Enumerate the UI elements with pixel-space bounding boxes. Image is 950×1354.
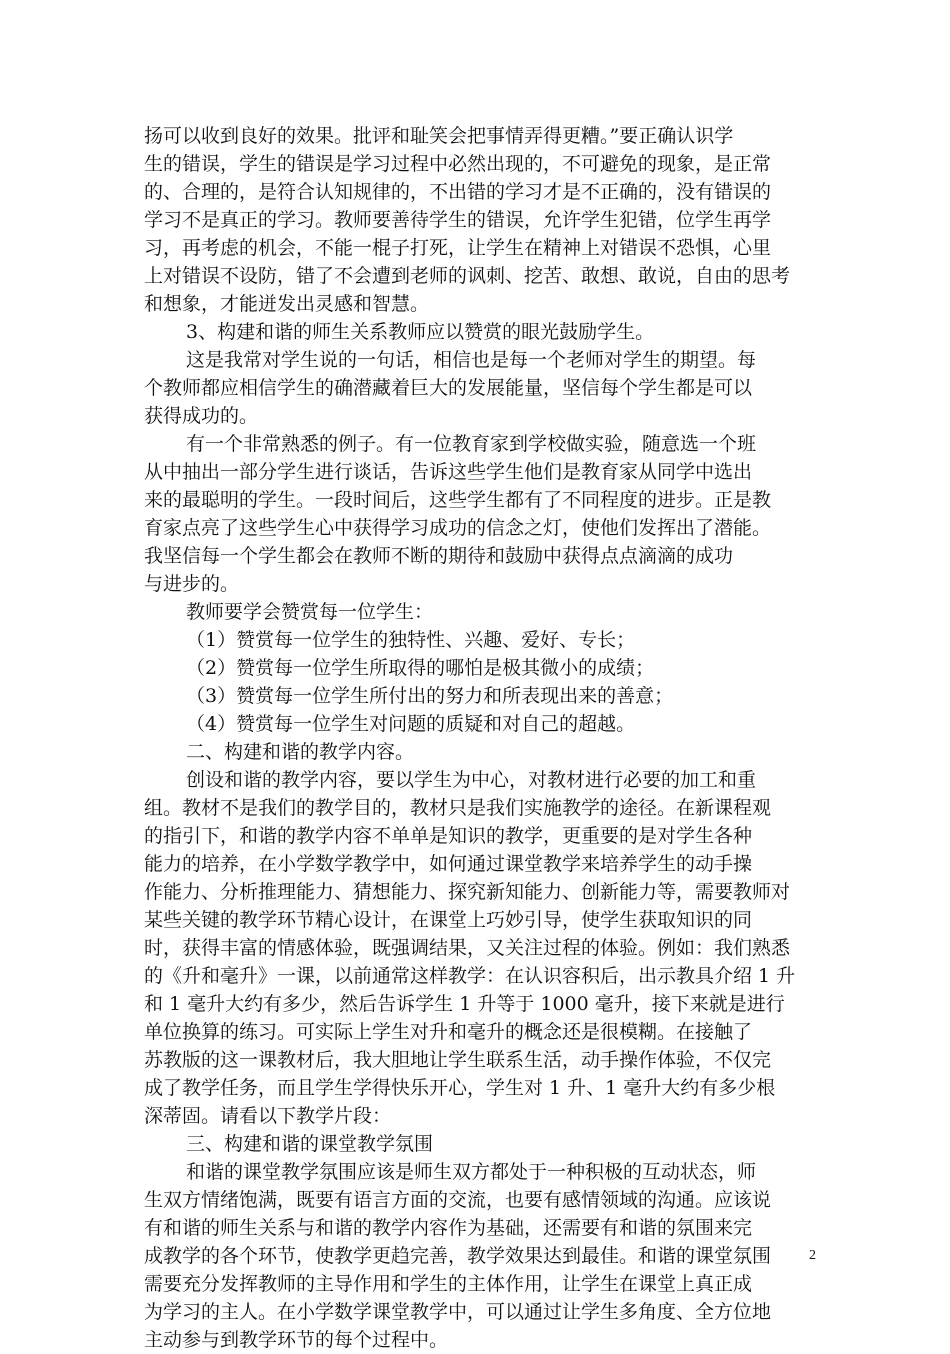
text-line: 组。教材不是我们的教学目的，教材只是我们实施教学的途径。在新课程观 bbox=[144, 797, 772, 819]
text-line: 这是我常对学生说的一句话，相信也是每一个老师对学生的期望。每 bbox=[186, 349, 757, 371]
list-item: （1）赞赏每一位学生的独特性、兴趣、爱好、专长； bbox=[186, 629, 636, 651]
text-line: 为学习的主人。在小学数学课堂教学中，可以通过让学生多角度、全方位地 bbox=[144, 1301, 772, 1323]
body-text bbox=[144, 122, 824, 1354]
text-line: 能力的培养，在小学数学教学中，如何通过课堂教学来培养学生的动手操 bbox=[144, 853, 753, 875]
text-line: 的指引下，和谐的教学内容不单单是知识的教学，更重要的是对学生各种 bbox=[144, 825, 753, 847]
text-line: 成了教学任务，而且学生学得快乐开心，学生对 1 升、1 毫升大约有多少根 bbox=[144, 1077, 776, 1099]
text-line: 和谐的课堂教学氛围应该是师生双方都处于一种积极的互动状态，师 bbox=[186, 1161, 757, 1183]
text-line: 主动参与到教学环节的每个过程中。 bbox=[144, 1329, 449, 1351]
text-line: 单位换算的练习。可实际上学生对升和毫升的概念还是很模糊。在接触了 bbox=[144, 1021, 753, 1043]
page-number: 2 bbox=[809, 1248, 816, 1263]
text-line: 有一个非常熟悉的例子。有一位教育家到学校做实验，随意选一个班 bbox=[186, 433, 757, 455]
text-line: 创设和谐的教学内容，要以学生为中心，对教材进行必要的加工和重 bbox=[186, 769, 757, 791]
text-line: 从中抽出一部分学生进行谈话，告诉这些学生他们是教育家从同学中选出 bbox=[144, 461, 753, 483]
text-line: 深蒂固。请看以下教学片段： bbox=[144, 1105, 392, 1127]
section-heading: 三、构建和谐的课堂教学氛围 bbox=[186, 1133, 434, 1155]
text-line: 来的最聪明的学生。一段时间后，这些学生都有了不同程度的进步。正是教 bbox=[144, 489, 772, 511]
text-line: 生的错误，学生的错误是学习过程中必然出现的，不可避免的现象，是正常 bbox=[144, 153, 772, 175]
text-line: 上对错误不设防，错了不会遭到老师的讽刺、挖苦、敢想、敢说，自由的思考 bbox=[144, 265, 791, 287]
text-line: 和 1 毫升大约有多少，然后告诉学生 1 升等于 1000 毫升，接下来就是进行 bbox=[144, 993, 785, 1015]
text-line: 有和谐的师生关系与和谐的教学内容作为基础，还需要有和谐的氛围来完 bbox=[144, 1217, 753, 1239]
text-line: 成教学的各个环节，使教学更趋完善，教学效果达到最佳。和谐的课堂氛围 bbox=[144, 1245, 772, 1267]
list-item: （4）赞赏每一位学生对问题的质疑和对自己的超越。 bbox=[186, 713, 636, 735]
list-item: （2）赞赏每一位学生所取得的哪怕是极其微小的成绩； bbox=[186, 657, 655, 679]
list-item: （3）赞赏每一位学生所付出的努力和所表现出来的善意； bbox=[186, 685, 674, 707]
text-line: 和想象，才能迸发出灵感和智慧。 bbox=[144, 293, 430, 315]
text-line: 的《升和毫升》一课，以前通常这样教学：在认识容积后，出示教具介绍 1 升 bbox=[144, 965, 796, 987]
text-line: 获得成功的。 bbox=[144, 405, 259, 427]
text-line: 与进步的。 bbox=[144, 573, 240, 595]
section-heading: 3、构建和谐的师生关系教师应以赞赏的眼光鼓励学生。 bbox=[186, 321, 655, 343]
section-heading: 二、构建和谐的教学内容。 bbox=[186, 741, 415, 763]
text-line: 育家点亮了这些学生心中获得学习成功的信念之灯，使他们发挥出了潜能。 bbox=[144, 517, 772, 539]
text-line: 某些关键的教学环节精心设计，在课堂上巧妙引导，使学生获取知识的同 bbox=[144, 909, 753, 931]
text-line: 习，再考虑的机会，不能一棍子打死，让学生在精神上对错误不恐惧，心里 bbox=[144, 237, 772, 259]
text-line: 时，获得丰富的情感体验，既强调结果，又关注过程的体验。例如：我们熟悉 bbox=[144, 937, 791, 959]
text-line: 我坚信每一个学生都会在教师不断的期待和鼓励中获得点点滴滴的成功 bbox=[144, 545, 734, 567]
text-line: 生双方情绪饱满，既要有语言方面的交流，也要有感情领域的沟通。应该说 bbox=[144, 1189, 772, 1211]
text-line: 苏教版的这一课教材后，我大胆地让学生联系生活，动手操作体验，不仅完 bbox=[144, 1049, 772, 1071]
text-line: 扬可以收到良好的效果。批评和耻笑会把事情弄得更糟。”要正确认识学 bbox=[144, 125, 734, 147]
text-line: 需要充分发挥教师的主导作用和学生的主体作用，让学生在课堂上真正成 bbox=[144, 1273, 753, 1295]
text-line: 教师要学会赞赏每一位学生： bbox=[186, 601, 434, 623]
text-line: 的、合理的，是符合认知规律的，不出错的学习才是不正确的，没有错误的 bbox=[144, 181, 772, 203]
text-line: 学习不是真正的学习。教师要善待学生的错误，允许学生犯错，位学生再学 bbox=[144, 209, 772, 231]
text-line: 个教师都应相信学生的确潜藏着巨大的发展能量，坚信每个学生都是可以 bbox=[144, 377, 753, 399]
text-line: 作能力、分析推理能力、猜想能力、探究新知能力、创新能力等，需要教师对 bbox=[144, 881, 791, 903]
